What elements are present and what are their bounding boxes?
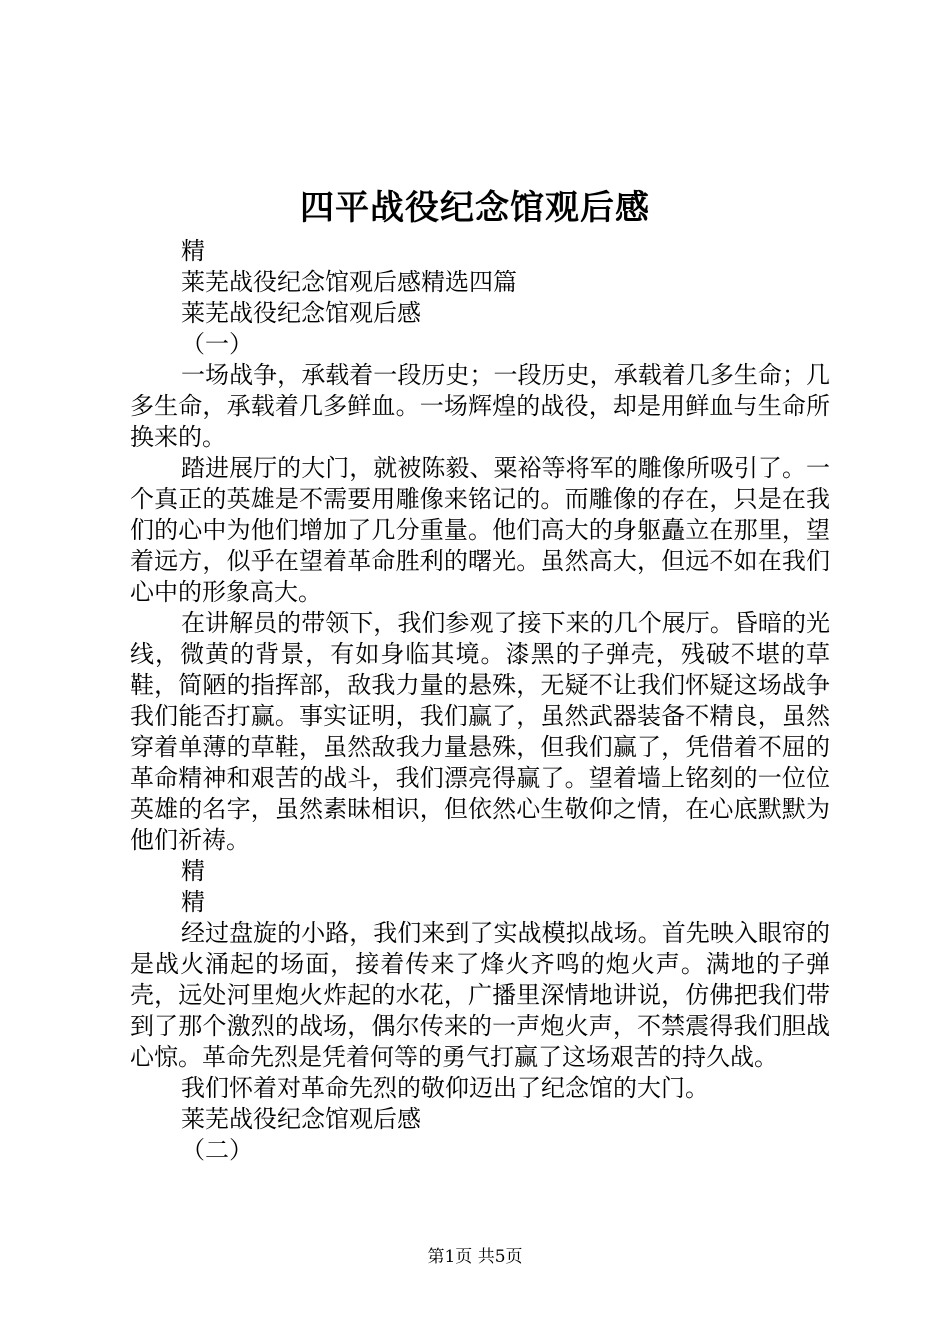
paragraph-text: 经过盘旋的小路，我们来到了实战模拟战场。首先映入眼帘的是战火涌起的场面，接着传来了烽火齐鸣的炮火声。满地的子弹壳，远处河里炮火炸起的水花，广播里深情地讲说，仿佛把我们带到了那个激烈的战场，偶尔传来的一声炮火声，不禁震得我们胆战心惊。革命先烈是凭着何等的勇气打赢了这场艰苦的持久战。 — [130, 919, 830, 1071]
document-body — [130, 236, 830, 1166]
paragraph-text: 踏进展厅的大门，就被陈毅、粟裕等将军的雕像所吸引了。一个真正的英雄是不需要用雕像来铭记的。而雕像的存在，只是在我们的心中为他们增加了几分重量。他们高大的身躯矗立在那里，望着远方，似乎在望着革命胜利的曙光。虽然高大，但远不如在我们心中的形象高大。 — [130, 454, 830, 606]
paragraph-section-number: （二） — [181, 1136, 253, 1164]
paragraph-subtitle: 莱芜战役纪念馆观后感精选四篇 — [181, 268, 517, 296]
paragraph-section-heading: 莱芜战役纪念馆观后感 — [181, 1105, 421, 1133]
page-footer: 第1页 共5页 — [427, 1247, 523, 1267]
document-title: 四平战役纪念馆观后感 — [300, 188, 650, 228]
paragraph-text: 在讲解员的带领下，我们参观了接下来的几个展厅。昏暗的光线，微黄的背景，有如身临其境。漆黑的子弹壳，残破不堪的草鞋，简陋的指挥部，敌我力量的悬殊，无疑不让我们怀疑这场战争我们能否打赢。事实证明，我们赢了，虽然武器装备不精良，虽然穿着单薄的草鞋，虽然敌我力量悬殊，但我们赢了，凭借着不屈的革命精神和艰苦的战斗，我们漂亮得赢了。望着墙上铭刻的一位位英雄的名字，虽然素昧相识，但依然心生敬仰之情，在心底默默为他们祈祷。 — [130, 609, 830, 854]
paragraph-marker: 精 — [181, 237, 205, 265]
paragraph-marker: 精 — [181, 888, 205, 916]
paragraph-section-number: （一） — [181, 330, 253, 358]
paragraph-text: 一场战争，承载着一段历史；一段历史，承载着几多生命；几多生命，承载着几多鲜血。一场辉煌的战役，却是用鲜血与生命所换来的。 — [130, 361, 830, 451]
paragraph-marker: 精 — [181, 857, 205, 885]
paragraph-text: 我们怀着对革命先烈的敬仰迈出了纪念馆的大门。 — [181, 1074, 709, 1102]
paragraph-section-heading: 莱芜战役纪念馆观后感 — [181, 299, 421, 327]
